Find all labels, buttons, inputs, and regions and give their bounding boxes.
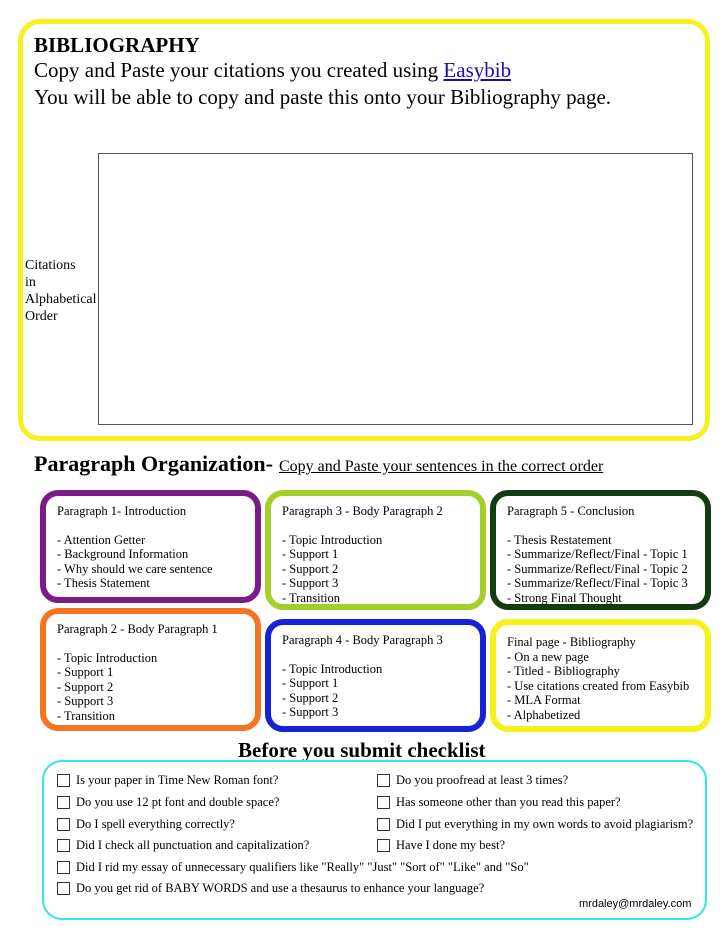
card-line: - Support 1 [282, 676, 339, 690]
bibliography-instruction-line1 [34, 58, 511, 83]
citations-label-line: Citations [25, 258, 76, 273]
checklist-item [57, 838, 309, 853]
card-line: - Topic Introduction [282, 661, 383, 676]
card-line: - Attention Getter [57, 532, 146, 547]
card-line: - Summarize/Reflect/Final - Topic 1 [507, 547, 688, 561]
checklist-item [57, 773, 278, 788]
checkbox[interactable] [377, 796, 390, 809]
card-line: - Strong Final Thought [507, 590, 622, 605]
card-line: - Support 1 [57, 665, 114, 679]
card-line: - Use citations created from Easybib [507, 678, 690, 693]
card-line: - Support 2 [282, 690, 339, 705]
card-title: Paragraph 5 - Conclusion [507, 504, 635, 518]
card-title: Final page - Bibliography [507, 635, 636, 649]
checklist-item-label: Is your paper in Time New Roman font? [76, 773, 279, 787]
checklist-item [57, 881, 484, 896]
checkbox[interactable] [57, 818, 70, 831]
card-line: - Thesis Restatement [507, 532, 612, 547]
citations-label-line: Alphabetical [25, 292, 97, 307]
paragraph-organization-title: Paragraph Organization- [34, 451, 273, 476]
checklist-item-label: Did I rid my essay of unnecessary qualifiers like "Really" "Just" "Sort of" "Like" and "So" [76, 860, 529, 874]
checklist-item [57, 795, 279, 810]
bibliography-instruction-line2: You will be able to copy and paste this onto your Bibliography page. [34, 85, 612, 109]
checklist-item-label: Do you proofread at least 3 times? [396, 773, 569, 787]
checklist-item [377, 838, 505, 853]
checklist-item-label: Did I put everything in my own words to avoid plagiarism? [396, 817, 694, 831]
card-line: - Transition [282, 590, 341, 605]
card-line: - On a new page [507, 649, 589, 664]
card-paragraph-5 [490, 490, 711, 610]
checklist-item-label: Do I spell everything correctly? [76, 817, 235, 831]
card-line: - Why should we care sentence [57, 561, 213, 576]
card-title: Paragraph 4 - Body Paragraph 3 [282, 633, 443, 647]
checklist-item [57, 860, 529, 875]
checklist-item [377, 795, 621, 810]
checklist-item [57, 817, 235, 832]
card-line: - Support 3 [57, 694, 114, 708]
paragraph-organization-heading [34, 451, 603, 477]
card-title: Paragraph 1- Introduction [57, 504, 187, 518]
card-line: - Support 2 [57, 679, 114, 694]
citations-label-line: Order [25, 309, 58, 324]
card-paragraph-3 [265, 490, 486, 610]
card-line: - Topic Introduction [57, 650, 158, 665]
checklist-item [377, 773, 568, 788]
checkbox[interactable] [57, 882, 70, 895]
easybib-link[interactable]: Easybib [443, 58, 512, 82]
paragraph-organization-subheading: Copy and Paste your sentences in the correct order [278, 458, 604, 475]
footer-email: mrdaley@mrdaley.com [579, 898, 692, 910]
card-line: - Support 2 [282, 561, 339, 576]
card-line: - Titled - Bibliography [507, 664, 620, 678]
checklist-item-label: Did I check all punctuation and capitalization? [76, 838, 310, 852]
citations-label [25, 257, 105, 325]
card-paragraph-4 [265, 619, 486, 732]
checkbox[interactable] [57, 839, 70, 852]
checkbox[interactable] [377, 774, 390, 787]
card-line: - Support 1 [282, 547, 339, 561]
checkbox[interactable] [57, 774, 70, 787]
card-line: - Thesis Statement [57, 576, 150, 590]
card-line: - MLA Format [507, 693, 581, 707]
checklist-item-label: Have I done my best? [396, 838, 505, 852]
checklist-item-label: Do you use 12 pt font and double space? [76, 795, 280, 809]
checklist-heading: Before you submit checklist [238, 738, 486, 762]
checkbox[interactable] [377, 839, 390, 852]
bibliography-title: BIBLIOGRAPHY [34, 33, 200, 57]
instruction-text: Copy and Paste your citations you created using [34, 58, 444, 82]
card-line: - Support 3 [282, 705, 339, 719]
card-paragraph-1 [40, 490, 261, 603]
card-line: - Summarize/Reflect/Final - Topic 2 [507, 561, 688, 576]
checkbox[interactable] [57, 796, 70, 809]
card-line: - Summarize/Reflect/Final - Topic 3 [507, 576, 688, 590]
card-line: - Transition [57, 708, 116, 723]
checkbox[interactable] [377, 818, 390, 831]
citations-label-line: in [25, 275, 36, 290]
checklist-item-label: Do you get rid of BABY WORDS and use a thesaurus to enhance your language? [76, 881, 485, 895]
card-paragraph-2 [40, 608, 261, 731]
citations-text-box[interactable] [98, 153, 693, 425]
card-title: Paragraph 2 - Body Paragraph 1 [57, 622, 218, 636]
card-line: - Support 3 [282, 576, 339, 590]
card-line: - Topic Introduction [282, 532, 383, 547]
card-line: - Alphabetized [507, 707, 581, 722]
card-final-page [490, 619, 711, 732]
card-title: Paragraph 3 - Body Paragraph 2 [282, 504, 443, 518]
checkbox[interactable] [57, 861, 70, 874]
checklist-item-label: Has someone other than you read this paper? [396, 795, 621, 809]
card-line: - Background Information [57, 547, 189, 561]
checklist-item [377, 817, 693, 832]
